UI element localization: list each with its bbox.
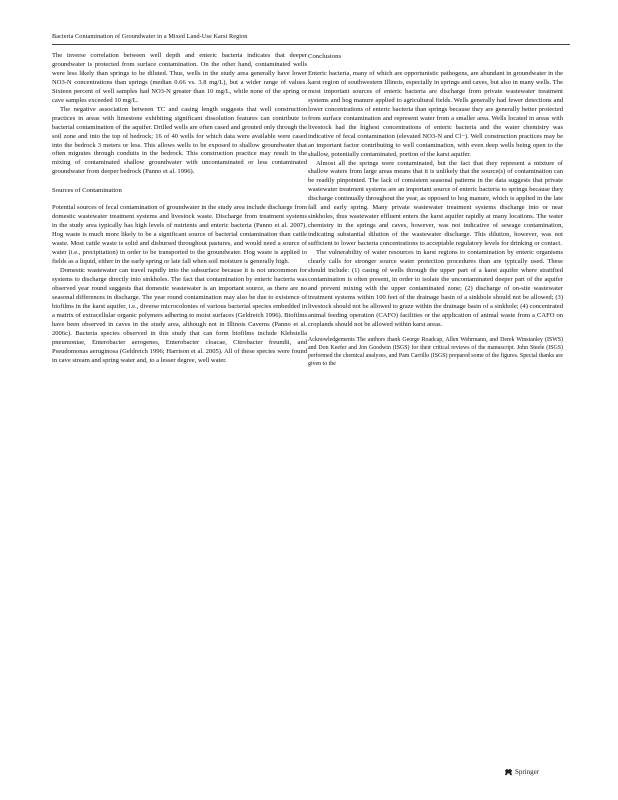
right-paragraph-2: Almost all the springs were contaminated, but the fact that they represent a mixture of shallow waters from large areas means that it is unlikely that the source(s) of contamination can be readily pinpointed. The lack of consistent seasonal patterns in the data suggests that private wastewater treatment systems are an important source of enteric bacteria to springs because they discharge continually throughout the year, as opposed to hog manure, which is applied in the late fall and early spring. Many private wastewater treatment systems discharge into or near sinkholes, thus wastewater effluent enters the karst aquifer rapidly at many locations. The water chemistry in the springs and caves, however, was not indicative of sewage contamination, indicating substantial dilution of the wastewater discharge. This dilution, however, was not sufficient to lower bacteria concentrations to acceptable regulatory levels for drinking or contact. (308, 159, 563, 248)
header-rule (52, 44, 570, 45)
left-paragraph-2: The negative association between TC and casing length suggests that well construction practices in areas with limestone exhibiting significant dissolution features can contribute to bacterial contamination of the aquifer. Drilled wells are often cased and grouted only through the soil zone and into the top of bedrock; 16 of 40 wells for which data were available were cased into the bedrock 3 meters or less. This allows wells to be exposed to shallow groundwater that often migrates through conduits in the bedrock. This construction practice may result in the mixing of contaminated shallow groundwater with uncontaminated or less contaminated groundwater from deeper bedrock (Panno et al. 1996). (52, 105, 307, 176)
springer-horse-icon (504, 768, 513, 776)
publisher-name: Springer (515, 768, 540, 776)
right-paragraph-1: Enteric bacteria, many of which are opportunistic pathogens, are abundant in groundwater in the karst region of southwestern Illinois, especially in springs and caves, but also in many wells. The most important sources of enteric bacteria are discharge from private wastewater treatment systems and hog manure applied to agricultural fields. Wells generally had fewer detections and lower concentrations of enteric bacteria than springs because they are generally better protected from surface contamination and represent water from a smaller area. Wells located in areas with livestock had the highest concentrations of enteric bacteria and the water chemistry was indicative of fecal contamination (elevated NO3-N and Cl−). Well construction practices may be an important factor contributing to well contamination, with even deep wells being open to the shallow, potentially contaminated, portion of the karst aquifer. (308, 70, 563, 158)
conclusions-heading: Conclusions (308, 53, 342, 60)
right-paragraph-3: The vulnerability of water resources in karst regions to contamination by enteric organisms clearly calls for stronger source water protection procedures than are typically used. These should include: (1) casing of wells through the upper part of a karst aquifer where stratified contamination is often present, in order to isolate the uncontaminated deeper part of the aquifer and prevent mixing with the upper contaminated zone; (2) discharge of on-site wastewater treatment systems within 100 feet of the drainage basin of a sinkhole should not be allowed; (3) livestock should not be allowed to graze within the drainage basin of a sinkhole; (4) concentrated animal feeding operation (CAFO) facilities or the application of animal waste from a CAFO on croplands should not be allowed within karst areas. (308, 249, 563, 328)
left-paragraph-4: Domestic wastewater can travel rapidly into the subsurface because it is not uncommon for systems to discharge directly into sinkholes. The fact that contamination by enteric bacteria was observed year round suggests that domestic wastewater is an important source, as there are no seasonal differences in discharge. The year round contamination may also be due to existence of biofilms in the karst aquifer, i.e., diverse microcolonies of various bacterial species embedded in a matrix of extracellular organic polymers adhering to moist surfaces (Geldreich 1996). Biofilms have been observed in caves in the study area, although not in Illinois Caverns (Panno et al. 2006c). Bacteria species observed in this study that can form biofilms include Klebsiella pneumoniae, Enterobacter aerogenes, Enterobacter cloacae, Citrobacter freundii, and Pseudomonas aeruginosa (Geldreich 1996; Harrison et al. 2005). All of these species were found in cave stream and spring water and, to a lesser degree, well water. (52, 267, 307, 364)
left-paragraph-3: Potential sources of fecal contamination of groundwater in the study area include discharge from domestic wastewater treatment systems and livestock waste. Discharge from treatment systems in the study area typically has high levels of nutrients and enteric bacteria (Panno et al. 2007). Hog waste is much more likely to be a significant source of bacterial contamination than cattle waste. Most cattle waste is solid and disbursed throughout pastures, and would need a source of water (i.e., precipitation) in order to be transported to the groundwater. Hog waste is applied to fields as a liquid, either in the early spring or late fall when soil moisture is generally high. (52, 204, 307, 266)
right-column (308, 52, 563, 368)
left-column (52, 52, 307, 366)
running-head: Bacteria Contamination of Groundwater in a Mixed Land-Use Karst Region (52, 33, 248, 40)
publisher-logo (504, 768, 539, 776)
sources-heading: Sources of Contamination (52, 187, 122, 195)
left-paragraph-1: The inverse correlation between well depth and enteric bacteria indicates that deeper groundwater is protected from surface contamination. On the other hand, contaminated wells were less likely than springs to be diluted. Thus, wells in the study area generally have lower NO3-N concentrations than springs (median 0.66 vs. 3.8 mg/L), but a wider range of values. Sixteen percent of well samples had NO3-N greater than 10 mg/L, while none of the spring or cave samples exceeded 10 mg/L. (52, 52, 307, 104)
acknowledgements: Acknowledgements The authors thank George Roadcap, Allen Wehrmann, and Derek Winstanley (ISWS) and Don Keefer and Jon Goodwin (ISGS) for their critical reviews of the manuscript. John Steele (ISGS) performed the chemical analyses, and Pam Carrillo (ISGS) prepared some of the figures. Special thanks are given to the (308, 336, 563, 368)
